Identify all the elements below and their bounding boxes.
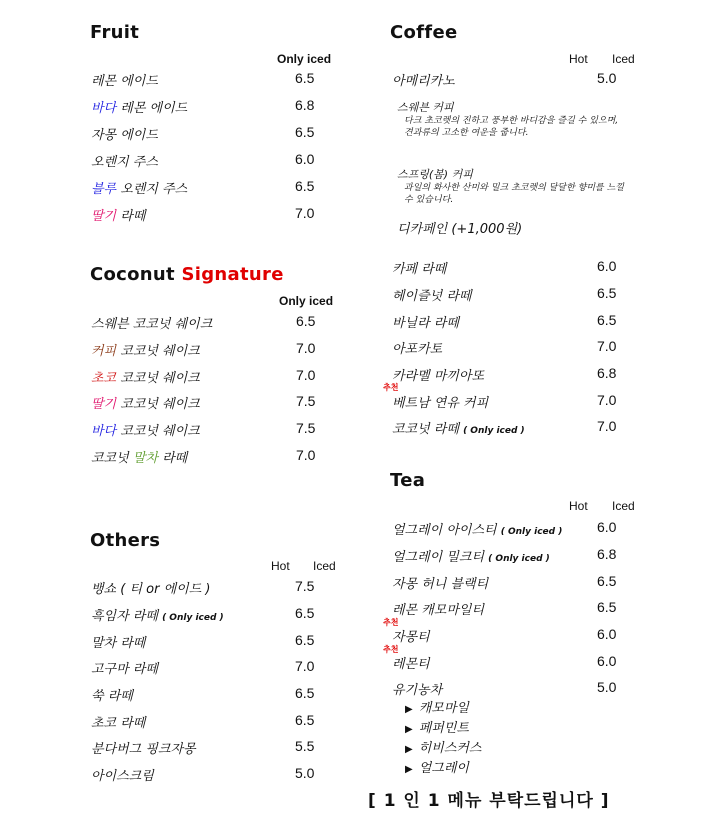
others-heading: Others [90,530,161,551]
menu-price: 6.5 [597,312,617,328]
menu-price: 7.0 [295,205,315,221]
menu-price: 7.0 [597,338,617,354]
menu-price: 6.0 [597,653,617,669]
menu-item: 분다버그 핑크자몽 [91,742,196,757]
menu-item: 딸기 라떼 [91,209,146,224]
menu-item: 베트남 연유 커피 [392,396,489,411]
sub-item: ▶ 페퍼민트 [405,721,469,736]
menu-price: 6.0 [597,258,617,274]
bean-description: 과일의 화사한 산미와 밀크 초코렛의 달달한 향미를 느낄 수 있습니다. [404,183,624,205]
arrow-icon: ▶ [405,704,413,715]
others-col-hot: Hot [271,559,290,573]
sub-item: ▶ 캐모마일 [405,701,469,716]
menu-price: 5.0 [295,765,315,781]
menu-price: 5.5 [295,738,315,754]
menu-item: 코코넛 라떼 ( Only iced ) [392,422,525,437]
menu-item: 흑임자 라떼 ( Only iced ) [91,609,224,624]
menu-item: 블루 오렌지 주스 [91,182,188,197]
menu-price: 7.5 [295,578,315,594]
decaf-option: 디카페인 (+1,000원) [397,222,523,237]
arrow-icon: ▶ [405,744,413,755]
menu-price: 6.5 [295,685,315,701]
menu-item: 아메리카노 [392,74,455,89]
coconut-heading: Coconut Signature [90,264,284,285]
menu-price: 7.0 [296,340,316,356]
coffee-col-hot: Hot [569,52,588,66]
menu-item: 커피 코코넛 쉐이크 [91,344,200,359]
menu-price: 6.5 [597,285,617,301]
menu-price: 7.5 [296,420,316,436]
menu-item: 스웨븐 코코넛 쉐이크 [91,317,213,332]
menu-price: 6.5 [295,178,315,194]
menu-item: 자몽티 [392,630,430,645]
menu-item: 얼그레이 밀크티 ( Only iced ) [392,550,550,565]
menu-item: 아포카토 [392,342,443,357]
menu-price: 6.5 [296,313,316,329]
menu-price: 6.5 [295,605,315,621]
arrow-icon: ▶ [405,764,413,775]
tea-heading: Tea [390,470,426,491]
coffee-heading: Coffee [390,22,458,43]
menu-item: 말차 라떼 [91,636,146,651]
fruit-heading: Fruit [90,22,140,43]
menu-price: 6.5 [295,70,315,86]
menu-item: 딸기 코코넛 쉐이크 [91,397,200,412]
menu-price: 6.5 [295,632,315,648]
menu-item: 자몽 허니 블랙티 [392,577,489,592]
recommended-badge: 추천 [383,383,399,392]
menu-item: 고구마 라떼 [91,662,158,677]
menu-price: 6.5 [295,124,315,140]
menu-price: 6.5 [597,573,617,589]
menu-item: 바닐라 라떼 [392,316,459,331]
menu-price: 7.0 [296,447,316,463]
menu-price: 5.0 [597,679,617,695]
menu-item: 바다 코코넛 쉐이크 [91,424,200,439]
menu-item: 자몽 에이드 [91,128,158,143]
menu-item: 코코넛 말차 라떼 [91,451,188,466]
bean-name: 스웨븐 커피 [397,101,454,114]
menu-price: 6.8 [597,546,617,562]
menu-item: 뱅쇼 ( 티 or 에이드 ) [91,582,211,597]
menu-item: 얼그레이 아이스티 ( Only iced ) [392,523,563,538]
menu-item: 오렌지 주스 [91,155,158,170]
menu-price: 7.5 [296,393,316,409]
menu-item: 쑥 라떼 [91,689,133,704]
menu-price: 6.0 [597,519,617,535]
menu-price: 6.8 [597,365,617,381]
menu-item: 레몬 에이드 [91,74,158,89]
sub-item: ▶ 히비스커스 [405,741,482,756]
footer-notice: [ 1 인 1 메뉴 부탁드립니다 ] [368,791,610,811]
menu-price: 6.8 [295,97,315,113]
menu-item: 초코 라떼 [91,716,146,731]
sub-item: ▶ 얼그레이 [405,761,469,776]
menu-price: 6.5 [295,712,315,728]
bean-name: 스프링(봄) 커피 [397,168,473,181]
coconut-col-header: Only iced [279,294,334,308]
menu-price: 7.0 [597,392,617,408]
menu-item: 바다 레몬 에이드 [91,101,188,116]
arrow-icon: ▶ [405,724,413,735]
menu-price: 7.0 [597,418,617,434]
menu-item: 초코 코코넛 쉐이크 [91,371,200,386]
tea-col-iced: Iced [612,499,635,513]
menu-item: 카페 라떼 [392,262,447,277]
recommended-badge: 추천 [383,618,399,627]
menu-item: 카라멜 마끼아또 [392,369,485,384]
menu-item: 레몬 캐모마일티 [392,603,485,618]
menu-price: 6.0 [295,151,315,167]
menu-item: 유기농차 [392,683,443,698]
fruit-col-header: Only iced [277,52,332,66]
menu-price: 5.0 [597,70,617,86]
menu-item: 레몬티 [392,657,430,672]
menu-price: 7.0 [295,658,315,674]
others-col-iced: Iced [313,559,336,573]
menu-price: 7.0 [296,367,316,383]
tea-col-hot: Hot [569,499,588,513]
bean-description: 다크 초코렛의 진하고 풍부한 바디감을 즐길 수 있으며, 견과류의 고소한 여운을 줍니다. [404,116,619,138]
menu-item: 헤이즐넛 라떼 [392,289,472,304]
recommended-badge: 추천 [383,645,399,654]
menu-price: 6.5 [597,599,617,615]
menu-item: 아이스크림 [91,769,154,784]
coffee-col-iced: Iced [612,52,635,66]
menu-price: 6.0 [597,626,617,642]
